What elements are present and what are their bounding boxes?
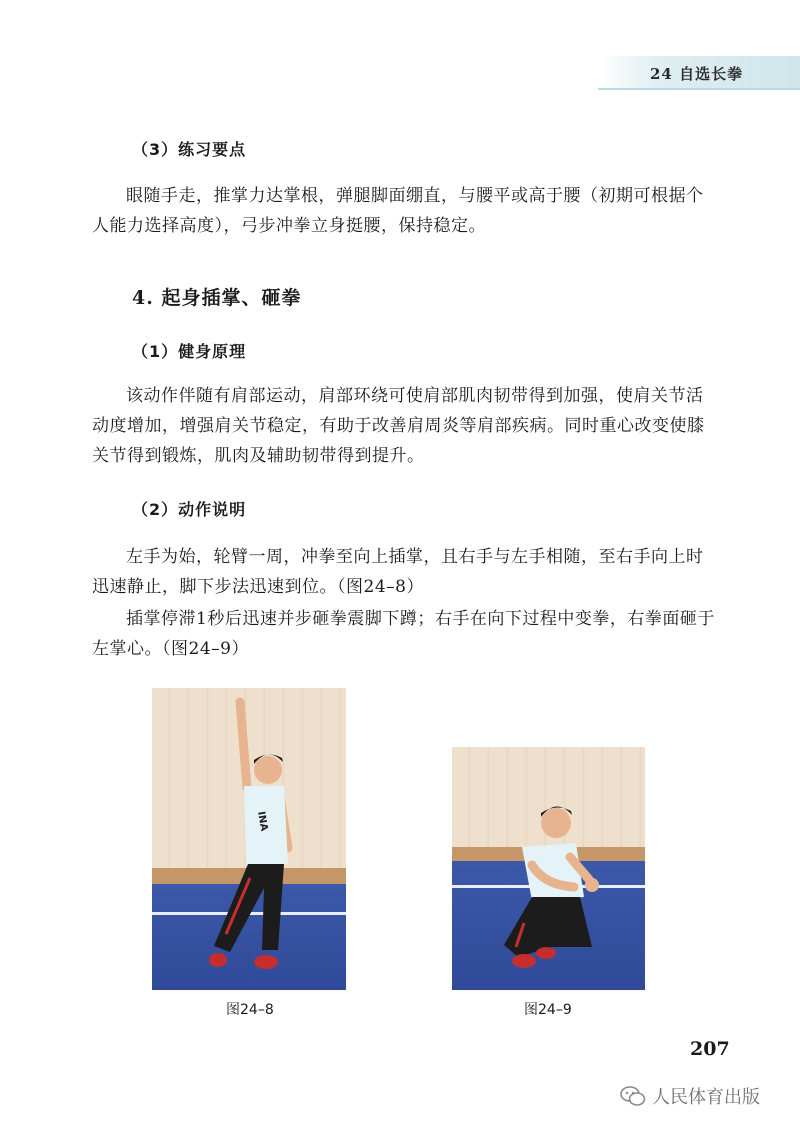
figure-24-8-caption: 图24–8 [226, 1002, 274, 1018]
figure-24-9-photo [452, 747, 645, 990]
section-title: 4. 起身插掌、砸拳 [132, 287, 302, 309]
figure-24-9-athlete [452, 747, 645, 990]
practice-points-heading: （3）练习要点 [132, 140, 247, 159]
action-description-heading: （2）动作说明 [132, 500, 247, 519]
figure-24-8-photo [152, 688, 346, 990]
fitness-principle-text: 该动作伴随有肩部运动，肩部环绕可使肩部肌肉韧带得到加强，使肩关节活动度增加，增强肩关节稳定，有助于改善肩周炎等肩部疾病。同时重心改变使膝关节得到锻炼，肌肉及辅助韧带得到提升。 [92, 386, 705, 466]
chapter-title: 24 自选长拳 [650, 65, 744, 83]
shirt-text: INA [255, 810, 270, 833]
practice-points-text: 眼随手走，推掌力达掌根，弹腿脚面绷直，与腰平或高于腰（初期可根据个人能力选择高度），弓步冲拳立身挺腰，保持稳定。 [92, 186, 704, 236]
wechat-icon [620, 1085, 646, 1107]
fitness-principle-heading: （1）健身原理 [132, 342, 247, 361]
figure-24-8-athlete [152, 688, 346, 990]
action-description-para1: 左手为始，轮臂一周，冲拳至向上插掌，且右手与左手相随，至右手向上时迅速静止，脚下步法迅速到位。（图24–8） [92, 547, 704, 597]
action-description-para2: 插掌停滞1秒后迅速并步砸拳震脚下蹲；右手在向下过程中变拳，右拳面砸于左掌心。（图24–9） [92, 609, 715, 659]
page-number: 207 [690, 1038, 730, 1060]
watermark-text: 人民体育出版 [652, 1087, 760, 1108]
figure-24-9-caption: 图24–9 [524, 1002, 572, 1018]
watermark [620, 1083, 760, 1109]
chapter-tab [598, 56, 800, 90]
